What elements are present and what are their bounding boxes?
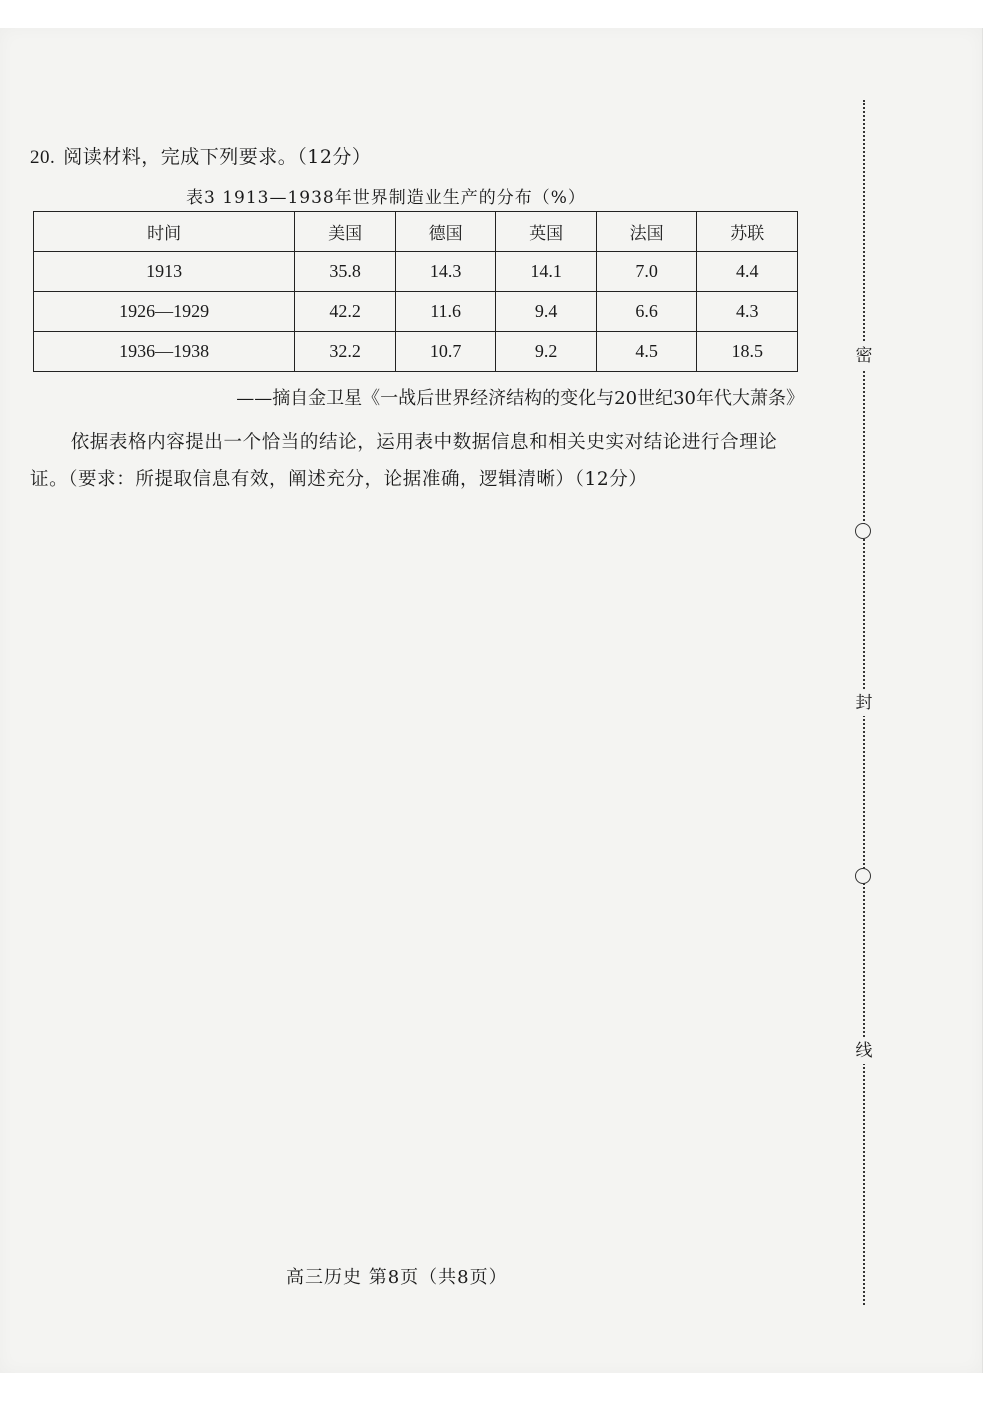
table-cell: 14.3 (395, 252, 496, 292)
page-footer: 高三历史 第8页（共8页） (286, 1267, 508, 1288)
table-header-cell: 法国 (596, 212, 697, 252)
table-cell: 10.7 (395, 332, 496, 372)
question-number: 20. (30, 147, 56, 168)
table-header-cell: 英国 (496, 212, 597, 252)
table-row (34, 332, 798, 372)
binding-mark-feng: 封 (851, 690, 877, 716)
table-cell: 9.2 (496, 332, 597, 372)
table-cell: 1926—1929 (34, 292, 295, 332)
table-header-row (34, 212, 798, 252)
table-cell: 42.2 (295, 292, 396, 332)
question-instruction: 阅读材料，完成下列要求。（12分） (63, 146, 372, 168)
table-header-cell: 苏联 (697, 212, 798, 252)
table-cell: 4.3 (697, 292, 798, 332)
table-row (34, 292, 798, 332)
table-header-cell: 德国 (395, 212, 496, 252)
binding-mark-xian: 线 (851, 1038, 877, 1064)
table-cell: 1913 (34, 252, 295, 292)
question-header (30, 142, 371, 169)
table-row (34, 252, 798, 292)
manufacturing-distribution-table (33, 211, 798, 372)
table-cell: 1936—1938 (34, 332, 295, 372)
table-cell: 18.5 (697, 332, 798, 372)
table-header-cell: 时间 (34, 212, 295, 252)
table-cell: 4.4 (697, 252, 798, 292)
table-cell: 35.8 (295, 252, 396, 292)
table-cell: 9.4 (496, 292, 597, 332)
table-cell: 6.6 (596, 292, 697, 332)
binding-circle-icon (855, 868, 871, 884)
table-header-cell: 美国 (295, 212, 396, 252)
table-caption: 表3 1913—1938年世界制造业生产的分布（%） (186, 188, 586, 208)
table-cell: 32.2 (295, 332, 396, 372)
binding-mark-mi: 密 (851, 343, 877, 369)
binding-circle-icon (855, 523, 871, 539)
table-cell: 14.1 (496, 252, 597, 292)
source-citation: ——摘自金卫星《一战后世界经济结构的变化与20世纪30年代大萧条》 (236, 388, 804, 409)
table-cell: 4.5 (596, 332, 697, 372)
question-prompt: 依据表格内容提出一个恰当的结论，运用表中数据信息和相关史实对结论进行合理论证。（要求：所提取信息有效，阐述充分，论据准确，逻辑清晰）（12分） (30, 432, 778, 490)
table-cell: 7.0 (596, 252, 697, 292)
table-cell: 11.6 (395, 292, 496, 332)
